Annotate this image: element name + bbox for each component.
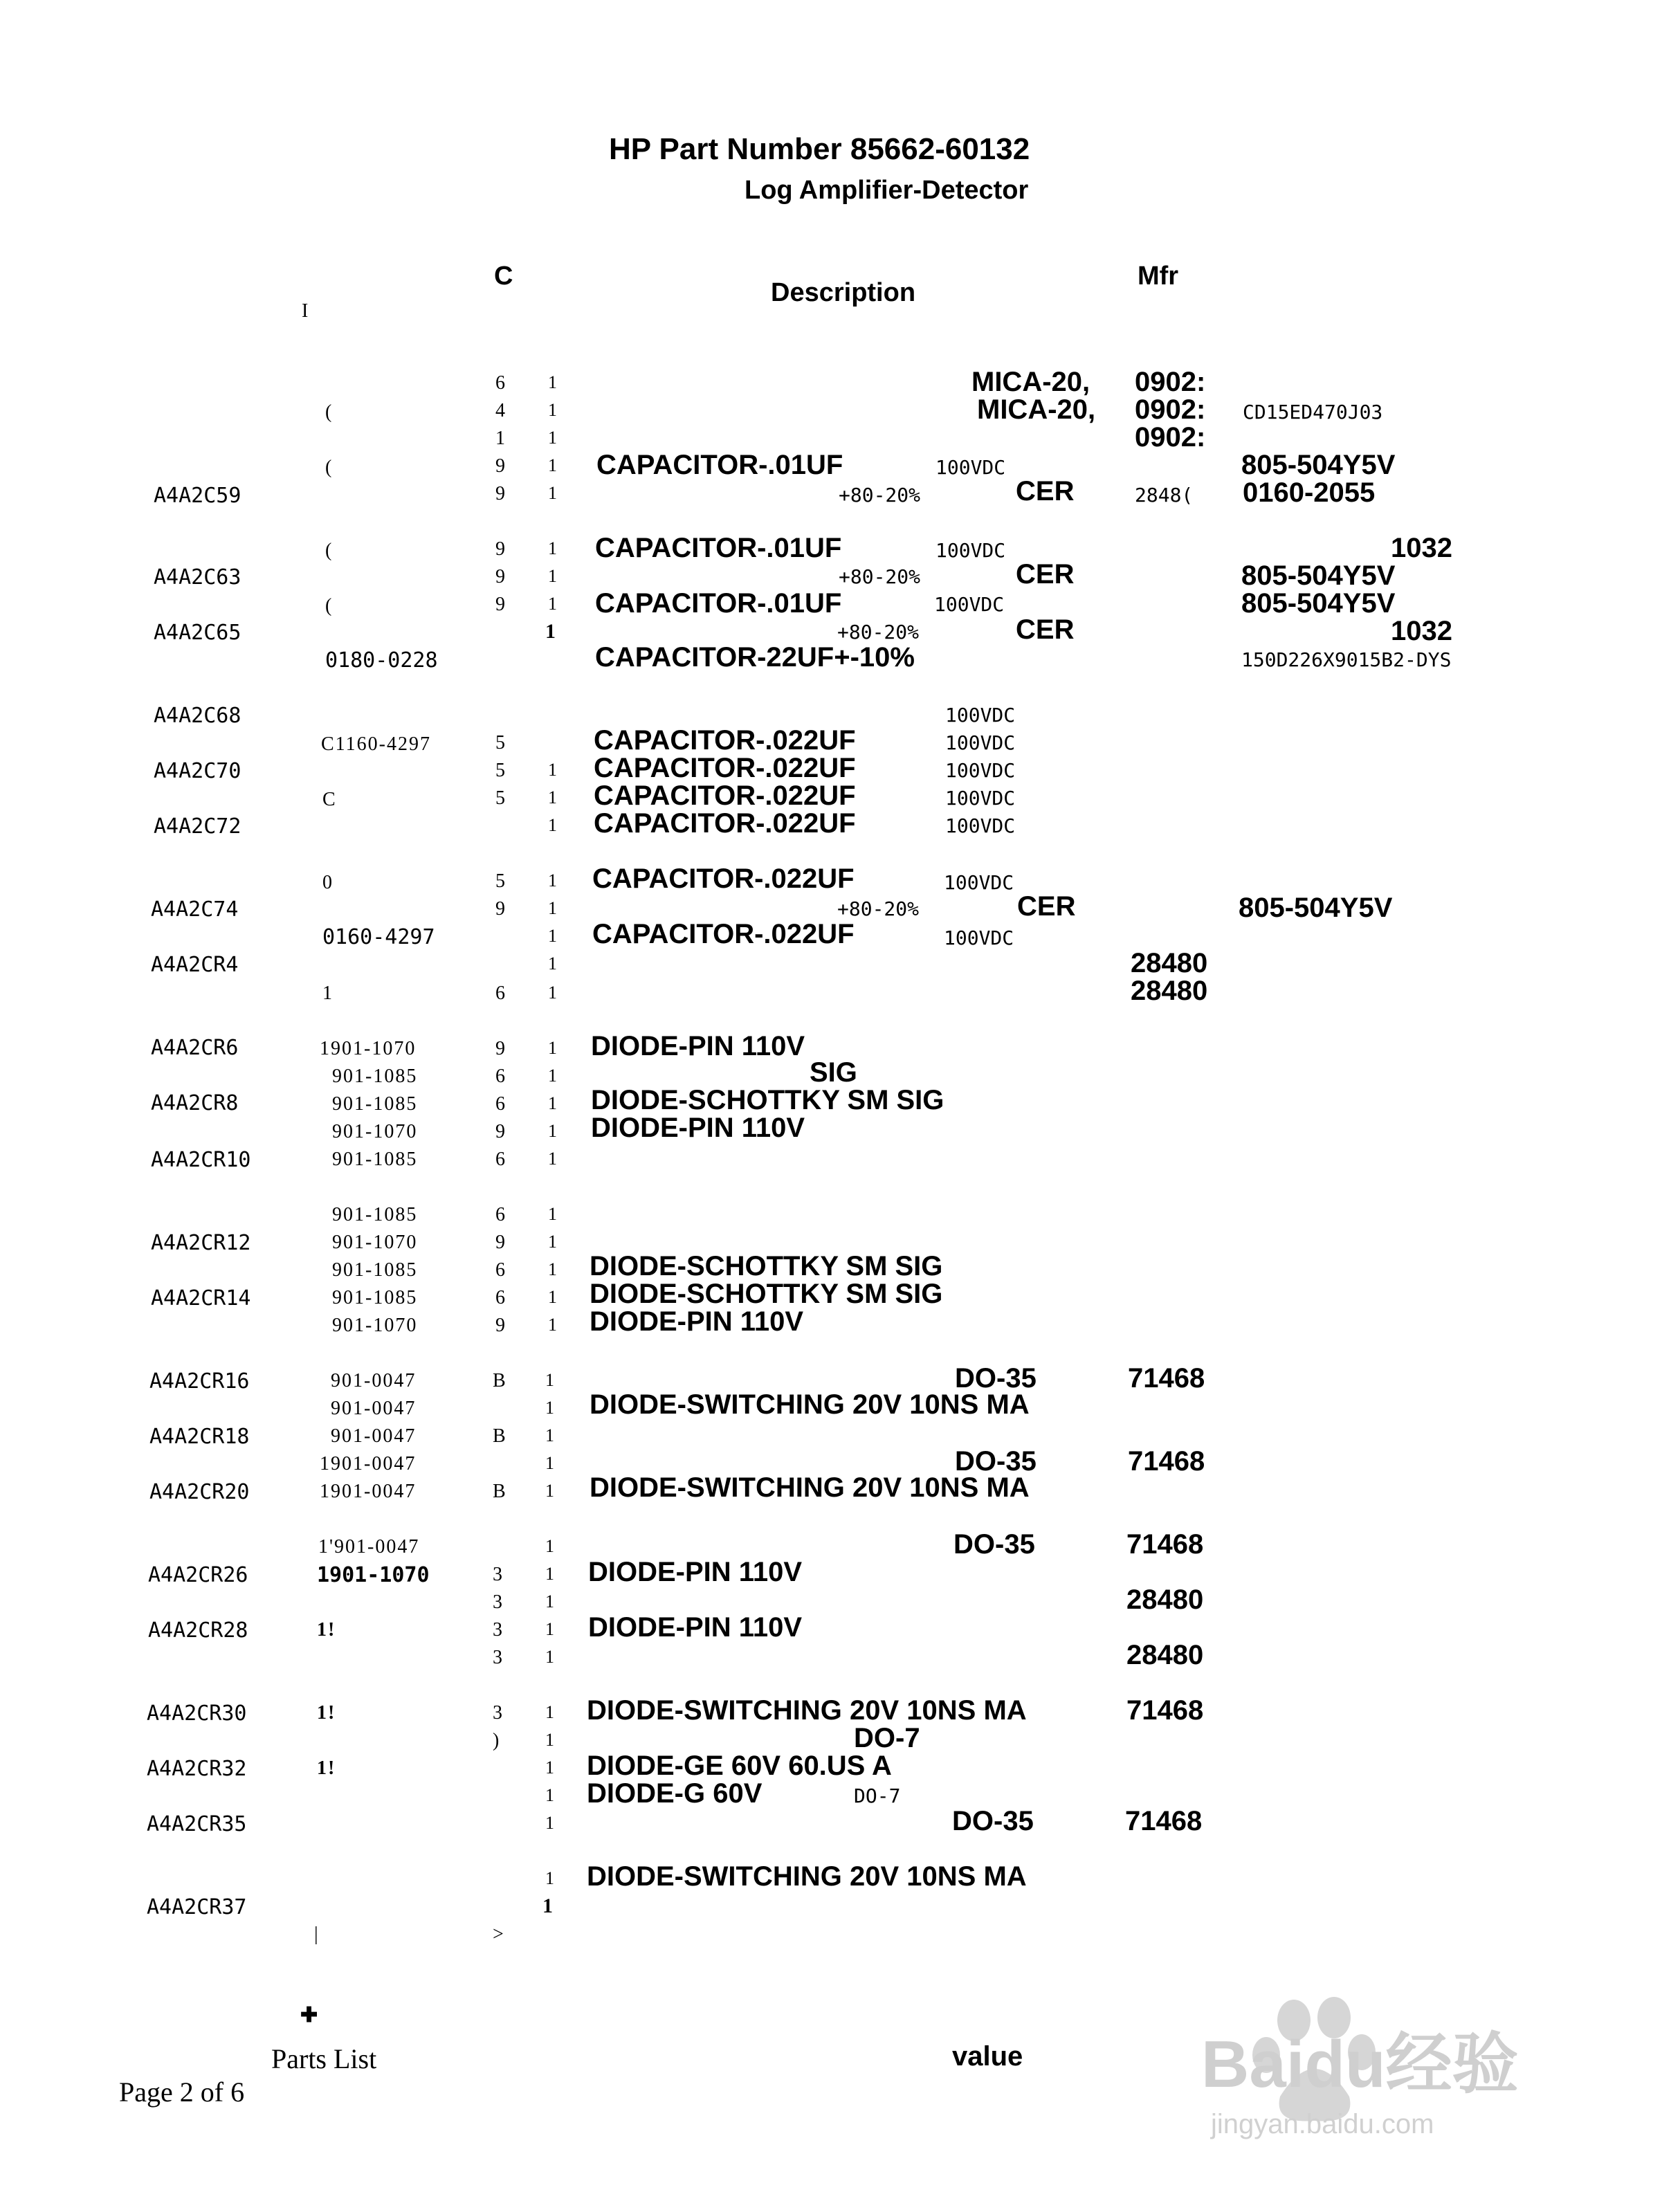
check-digit: 6 [495, 1287, 505, 1308]
part-description: DIODE-SWITCHING 20V 10NS MA [590, 1472, 1030, 1503]
part-description: DIODE-PIN 110V [591, 1031, 805, 1061]
check-digit: 9 [495, 538, 505, 560]
qty: 1 [548, 538, 557, 558]
hp-part-number: 1! [317, 1702, 336, 1724]
qty: 1 [548, 760, 557, 780]
qty: 1 [545, 1591, 554, 1611]
mfr-part-number: 805-504Y5V [1241, 450, 1396, 480]
ref-designator: A4A2CR6 [151, 1036, 239, 1060]
qty: 1 [545, 1619, 554, 1639]
part-value: +80-20% [839, 484, 921, 506]
qty: 1 [545, 620, 556, 643]
part-value: 100VDC [934, 593, 1005, 616]
qty: 1 [548, 1232, 557, 1252]
check-digit: ) [493, 1730, 500, 1751]
qty: 1 [545, 1481, 554, 1501]
qty: 1 [548, 1038, 557, 1058]
hp-part-number: 1901-0047 [320, 1481, 417, 1502]
mfr-part-number: 1032 [1391, 533, 1452, 563]
qty: 1 [548, 815, 557, 835]
hp-part-number: ( [325, 540, 334, 561]
part-value: MICA-20, [971, 367, 1090, 397]
ref-designator: A4A2C72 [154, 814, 241, 839]
part-description: CAPACITOR-.01UF [595, 588, 842, 619]
qty: 1 [542, 1894, 553, 1917]
qty: 1 [548, 372, 557, 392]
part-description: DIODE-SWITCHING 20V 10NS MA [590, 1389, 1030, 1420]
page-subtitle: Log Amplifier-Detector [745, 176, 1029, 205]
footer-mark: ✚ [300, 2004, 318, 2027]
hp-part-number: 901-1085 [332, 1287, 418, 1308]
part-description: SIG [810, 1057, 857, 1088]
ref-designator: A4A2CR37 [147, 1895, 247, 1919]
qty: 1 [548, 566, 557, 586]
mfr-part-number: 150D226X9015B2-DYS [1241, 648, 1452, 671]
check-digit: 6 [495, 1093, 505, 1115]
check-digit: 5 [495, 760, 505, 781]
qty: 1 [545, 1564, 554, 1584]
hp-part-number: ( [325, 401, 334, 423]
mfr-code: 71468 [1128, 1363, 1205, 1394]
cer-label: CER [1017, 891, 1076, 922]
qty: 1 [548, 983, 557, 1003]
qty: 1 [548, 926, 557, 946]
qty: 1 [548, 1204, 557, 1224]
check-digit: 3 [493, 1619, 502, 1641]
mfr-code: 0902: [1135, 422, 1206, 453]
part-description: DIODE-SCHOTTKY SM SIG [591, 1085, 944, 1115]
hp-part-number: 1901-0047 [320, 1453, 417, 1474]
check-digit: B [493, 1370, 506, 1391]
check-digit: 3 [493, 1647, 502, 1668]
mfr-part-number: 805-504Y5V [1241, 588, 1396, 619]
ref-designator: A4A2C74 [151, 897, 239, 922]
cer-label: CER [1016, 614, 1075, 645]
check-digit: 9 [495, 1121, 505, 1142]
qty: 1 [548, 1259, 557, 1279]
check-digit: 9 [495, 1038, 505, 1059]
qty: 1 [548, 1121, 557, 1141]
check-digit: 9 [495, 483, 505, 504]
qty: 1 [545, 1868, 554, 1888]
part-value: DO-7 [854, 1723, 920, 1753]
footer-parts-list: Parts List [271, 2043, 377, 2074]
check-digit: 9 [495, 1232, 505, 1253]
part-description: DIODE-SWITCHING 20V 10NS MA [587, 1861, 1027, 1892]
qty: 1 [548, 953, 557, 974]
check-digit: 4 [495, 400, 505, 421]
qty: 1 [548, 870, 557, 890]
check-digit: 6 [495, 1204, 505, 1225]
check-digit: 6 [495, 1066, 505, 1087]
part-description: DIODE-SCHOTTKY SM SIG [590, 1279, 943, 1309]
qty: 1 [548, 1149, 557, 1169]
check-digit: 9 [495, 566, 505, 587]
qty: 1 [548, 898, 557, 918]
part-description: DIODE-SCHOTTKY SM SIG [590, 1251, 943, 1281]
mfr-code: 71468 [1125, 1806, 1203, 1836]
hp-part-number: 901-0047 [331, 1398, 417, 1419]
part-value: +80-20% [837, 897, 920, 920]
mfr-code: 71468 [1128, 1446, 1205, 1477]
hp-part-number: 1901-1070 [320, 1038, 417, 1059]
footer-value: value [952, 2041, 1023, 2072]
qty: 1 [545, 1425, 554, 1445]
mfr-code: 2848( [1135, 484, 1194, 506]
part-value: +80-20% [837, 621, 920, 643]
part-description: DIODE-PIN 110V [591, 1113, 805, 1143]
check-digit: 5 [495, 870, 505, 892]
mfr-part-number: 805-504Y5V [1239, 893, 1393, 923]
ref-designator: A4A2C70 [154, 759, 241, 783]
ref-designator: A4A2C68 [154, 704, 241, 728]
part-description: CAPACITOR-.022UF [592, 864, 855, 894]
ref-designator: A4A2CR28 [148, 1618, 248, 1643]
check-digit: 6 [495, 372, 505, 394]
check-digit: 9 [495, 898, 505, 920]
ref-designator: A4A2CR30 [147, 1701, 247, 1726]
qty: 1 [545, 1813, 554, 1833]
part-description: DIODE-SWITCHING 20V 10NS MA [587, 1695, 1027, 1726]
check-digit: 5 [495, 732, 505, 754]
part-value: DO-35 [955, 1363, 1037, 1394]
ref-designator: A4A2CR26 [148, 1563, 248, 1587]
ref-designator: A4A2CR10 [151, 1148, 251, 1172]
qty: 1 [545, 1702, 554, 1722]
hp-part-number: 0180-0228 [325, 648, 438, 673]
check-digit: B [493, 1425, 506, 1447]
qty: 1 [545, 1757, 554, 1778]
ref-designator: A4A2C65 [154, 621, 241, 645]
mfr-code: 71468 [1126, 1695, 1204, 1726]
check-digit: B [493, 1481, 506, 1502]
part-description: DIODE-GE 60V 60.US A [587, 1751, 892, 1781]
hp-part-number: 1'901-0047 [318, 1536, 420, 1558]
cer-label: CER [1016, 559, 1075, 590]
part-description: DIODE-PIN 110V [590, 1306, 804, 1337]
hp-part-number: 901-1070 [332, 1315, 418, 1336]
part-value: 100VDC [945, 759, 1016, 782]
mfr-code: 71468 [1126, 1529, 1204, 1560]
qty: 1 [548, 455, 557, 475]
part-value: 100VDC [945, 814, 1016, 837]
ref-designator: A4A2C63 [154, 565, 241, 590]
ref-designator: A4A2CR32 [147, 1757, 247, 1781]
check-digit: 3 [493, 1564, 502, 1585]
qty: 1 [548, 1315, 557, 1335]
part-description: CAPACITOR-.022UF [592, 919, 855, 949]
qty: 1 [548, 1066, 557, 1086]
part-value: 100VDC [935, 539, 1006, 562]
qty: 1 [545, 1785, 554, 1805]
hp-part-number: 1 [322, 983, 334, 1004]
ref-designator: A4A2CR20 [149, 1480, 250, 1504]
check-digit: 9 [495, 455, 505, 477]
part-description: DIODE-PIN 110V [588, 1557, 803, 1587]
hp-part-number: 901-1085 [332, 1149, 418, 1170]
hp-part-number: 901-1070 [332, 1232, 418, 1253]
part-description: CAPACITOR-22UF+-10% [595, 642, 915, 673]
part-description: DIODE-PIN 110V [588, 1612, 803, 1643]
col-header-tick: I [302, 300, 309, 322]
hp-part-number: 901-1085 [332, 1259, 418, 1281]
mfr-code: 0902: [1135, 394, 1206, 425]
hp-part-number: | [314, 1924, 320, 1945]
check-digit: 3 [493, 1702, 502, 1724]
part-description: DIODE-G 60V [587, 1778, 763, 1809]
ref-designator: A4A2CR4 [151, 953, 239, 977]
hp-part-number: 901-1085 [332, 1204, 418, 1225]
hp-part-number: ( [325, 457, 334, 478]
ref-designator: A4A2CR12 [151, 1231, 251, 1255]
part-value: 100VDC [944, 871, 1014, 894]
part-value: DO-7 [854, 1784, 901, 1807]
hp-part-number: ( [325, 595, 334, 616]
part-description: CAPACITOR-.022UF [594, 725, 856, 756]
cer-label: CER [1016, 476, 1075, 506]
part-description: CAPACITOR-.022UF [594, 808, 856, 839]
hp-part-number: 1901-1070 [317, 1563, 430, 1587]
part-value: 100VDC [945, 787, 1016, 810]
ref-designator: A4A2C59 [154, 484, 241, 508]
baidu-watermark [1190, 1993, 1578, 2145]
hp-part-number: 0 [322, 872, 334, 893]
qty: 1 [548, 787, 557, 807]
page-title: HP Part Number 85662-60132 [609, 132, 1030, 166]
watermark-brand: Baidu经验 [1201, 2027, 1519, 2101]
part-value: 100VDC [935, 456, 1006, 479]
part-value: 100VDC [944, 926, 1014, 949]
mfr-part-number: 805-504Y5V [1241, 560, 1396, 591]
ref-designator: A4A2CR18 [149, 1425, 250, 1449]
hp-part-number: 1! [317, 1619, 336, 1641]
qty: 1 [548, 1287, 557, 1307]
part-description: CAPACITOR-.022UF [594, 753, 856, 783]
qty: 1 [545, 1647, 554, 1667]
part-value: +80-20% [839, 565, 921, 588]
mfr-code: 28480 [1131, 948, 1208, 978]
mfr-code: 28480 [1126, 1640, 1204, 1670]
part-description: CAPACITOR-.022UF [594, 780, 856, 811]
col-header-c: C [494, 262, 513, 291]
qty: 1 [545, 1536, 554, 1556]
check-digit: > [493, 1924, 504, 1945]
hp-part-number: C [322, 789, 337, 810]
part-value: MICA-20, [977, 394, 1096, 425]
hp-part-number: 901-1070 [332, 1121, 418, 1142]
qty: 1 [548, 594, 557, 614]
mfr-code: 28480 [1126, 1584, 1204, 1615]
part-value: DO-35 [955, 1446, 1037, 1477]
qty: 1 [545, 1370, 554, 1390]
check-digit: 6 [495, 1149, 505, 1170]
check-digit: 1 [495, 428, 505, 449]
qty: 1 [545, 1453, 554, 1473]
part-description: CAPACITOR-.01UF [595, 533, 842, 563]
watermark-url: jingyan.baidu.com [1211, 2109, 1434, 2139]
ref-designator: A4A2CR35 [147, 1812, 247, 1836]
hp-part-number: C1160-4297 [321, 733, 431, 755]
ref-designator: A4A2CR16 [149, 1369, 250, 1394]
qty: 1 [548, 1093, 557, 1113]
mfr-part-number: 0160-2055 [1243, 477, 1376, 508]
mfr-part-number: 1032 [1391, 616, 1452, 646]
part-value: 100VDC [945, 731, 1016, 754]
ref-designator: A4A2CR8 [151, 1091, 239, 1115]
part-value: DO-35 [952, 1806, 1034, 1836]
part-value: DO-35 [953, 1529, 1035, 1560]
col-header-description: Description [771, 278, 916, 307]
check-digit: 6 [495, 1259, 505, 1281]
hp-part-number: 901-1085 [332, 1066, 418, 1087]
check-digit: 3 [493, 1591, 502, 1613]
ref-designator: A4A2CR14 [151, 1286, 251, 1310]
check-digit: 9 [495, 594, 505, 615]
page-number: Page 2 of 6 [119, 2076, 245, 2108]
part-description: CAPACITOR-.01UF [596, 450, 843, 480]
col-header-mfr: Mfr [1138, 262, 1179, 291]
mfr-code: 28480 [1131, 976, 1208, 1006]
hp-part-number: 901-0047 [331, 1425, 417, 1447]
check-digit: 5 [495, 787, 505, 809]
qty: 1 [548, 428, 557, 448]
check-digit: 9 [495, 1315, 505, 1336]
mfr-part-number: CD15ED470J03 [1243, 401, 1383, 423]
part-value: 100VDC [945, 704, 1016, 727]
hp-part-number: 901-0047 [331, 1370, 417, 1391]
check-digit: 6 [495, 983, 505, 1004]
qty: 1 [545, 1398, 554, 1418]
hp-part-number: 1! [317, 1757, 336, 1779]
qty: 1 [545, 1730, 554, 1750]
qty: 1 [548, 483, 557, 503]
hp-part-number: 0160-4297 [322, 925, 435, 949]
mfr-code: 0902: [1135, 367, 1206, 397]
qty: 1 [548, 400, 557, 420]
hp-part-number: 901-1085 [332, 1093, 418, 1115]
